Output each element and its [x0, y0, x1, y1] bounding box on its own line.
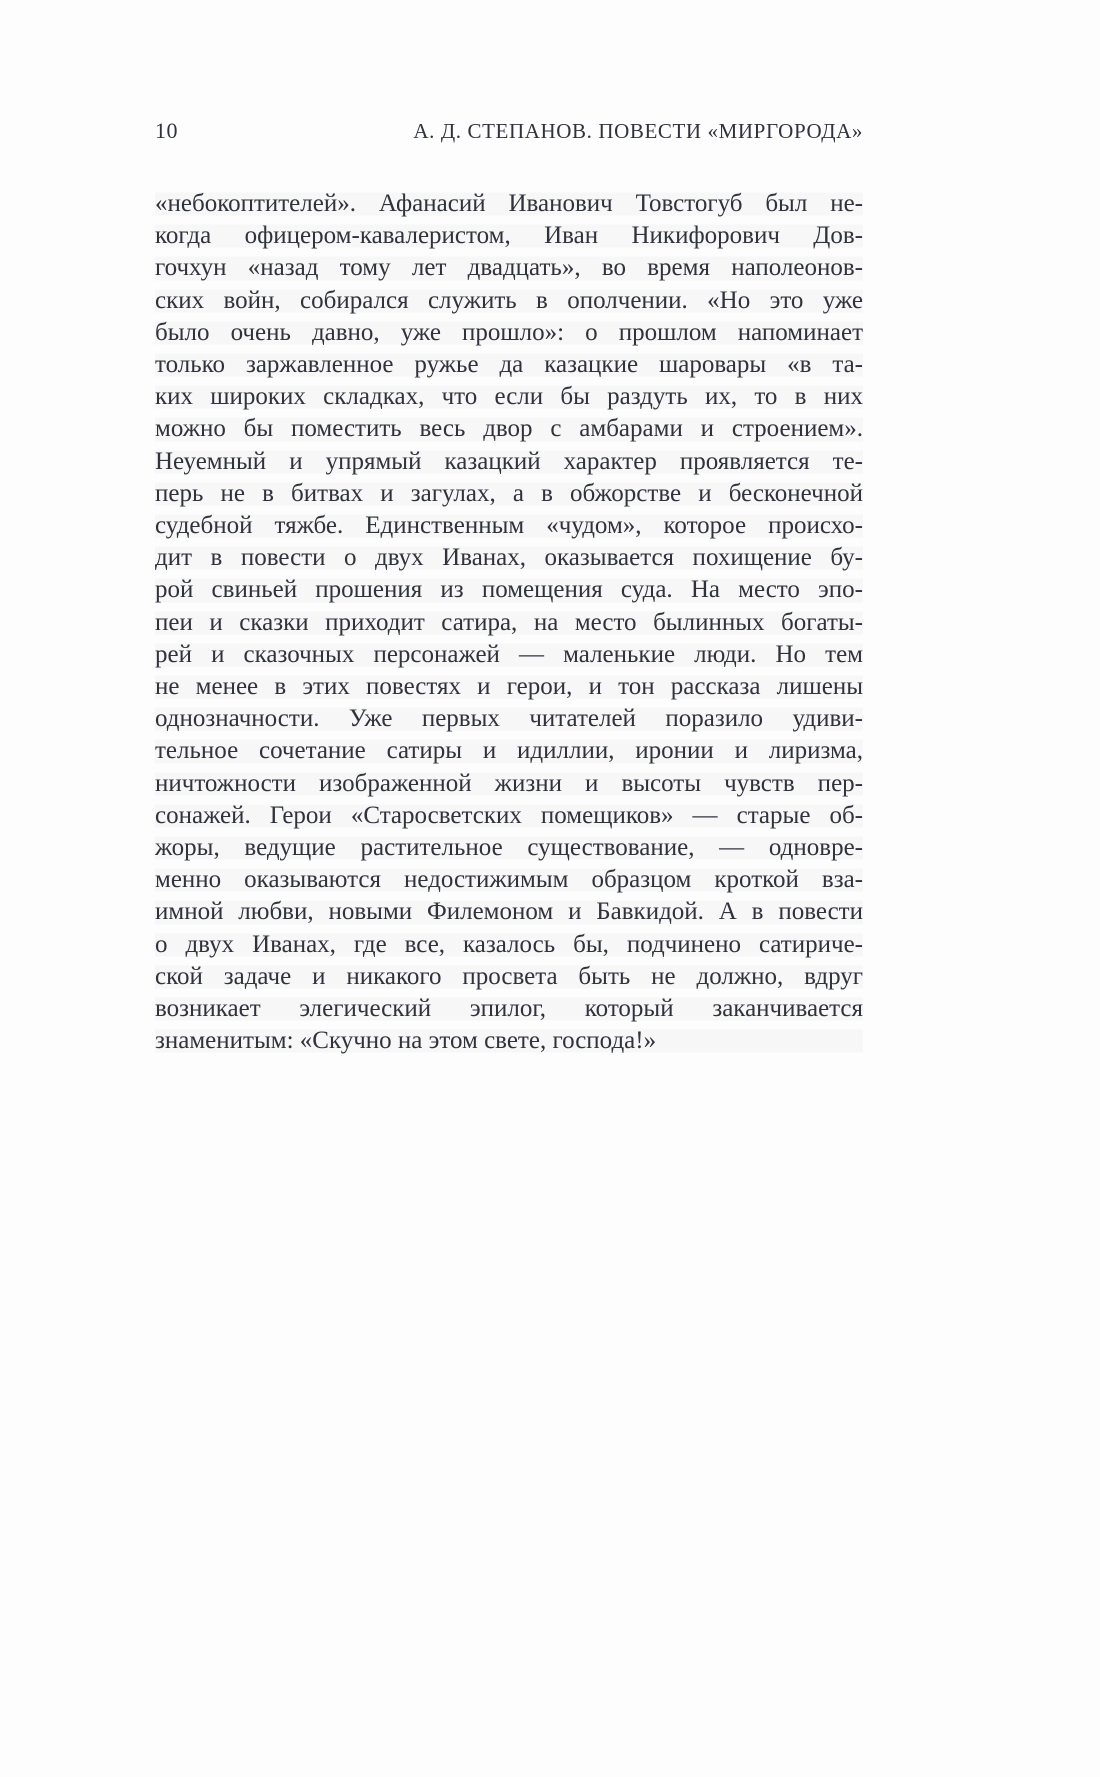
running-header: А. Д. СТЕПАНОВ. ПОВЕСТИ «МИРГОРОДА»	[413, 119, 863, 143]
text-line: ких широких складках, что если бы раздуть их, то в них	[155, 381, 863, 413]
text-line: когда офицером-кавалеристом, Иван Никифорович Дов-	[155, 220, 863, 252]
text-line: Неуемный и упрямый казацкий характер проявляется те-	[155, 446, 863, 478]
body-text	[155, 188, 863, 1057]
text-line: рой свиньей прошения из помещения суда. На место эпо-	[155, 574, 863, 606]
text-line: судебной тяжбе. Единственным «чудом», которое происхо-	[155, 510, 863, 542]
text-line: можно бы поместить весь двор с амбарами и строением».	[155, 413, 863, 445]
text-line: ской задаче и никакого просвета быть не должно, вдруг	[155, 961, 863, 993]
text-line: ских войн, собирался служить в ополчении. «Но это уже	[155, 285, 863, 317]
text-line: «небокоптителей». Афанасий Иванович Товстогуб был не-	[155, 188, 863, 220]
text-line: знаменитым: «Скучно на этом свете, господа!»	[155, 1025, 863, 1057]
text-line: сонажей. Герои «Старосветских помещиков» — старые об-	[155, 800, 863, 832]
page-header	[155, 118, 863, 144]
text-line: менно оказываются недостижимым образцом кроткой вза-	[155, 864, 863, 896]
page-content	[155, 118, 863, 1057]
page-number: 10	[155, 118, 178, 143]
text-line: ничтожности изображенной жизни и высоты чувств пер-	[155, 768, 863, 800]
text-line: тельное сочетание сатиры и идиллии, иронии и лиризма,	[155, 735, 863, 767]
text-line: возникает элегический эпилог, который заканчивается	[155, 993, 863, 1025]
text-line: рей и сказочных персонажей — маленькие люди. Но тем	[155, 639, 863, 671]
text-line: жоры, ведущие растительное существование, — одновре-	[155, 832, 863, 864]
text-line: дит в повести о двух Иванах, оказывается похищение бу-	[155, 542, 863, 574]
text-line: о двух Иванах, где все, казалось бы, подчинено сатириче-	[155, 929, 863, 961]
text-line: однозначности. Уже первых читателей поразило удиви-	[155, 703, 863, 735]
text-line: перь не в битвах и загулах, а в обжорстве и бесконечной	[155, 478, 863, 510]
text-line: гочхун «назад тому лет двадцать», во время наполеонов-	[155, 252, 863, 284]
text-line: не менее в этих повестях и герои, и тон рассказа лишены	[155, 671, 863, 703]
text-line: только заржавленное ружье да казацкие шаровары «в та-	[155, 349, 863, 381]
text-line: имной любви, новыми Филемоном и Бавкидой. А в повести	[155, 896, 863, 928]
text-line: пеи и сказки приходит сатира, на место былинных богаты-	[155, 607, 863, 639]
text-line: было очень давно, уже прошло»: о прошлом напоминает	[155, 317, 863, 349]
